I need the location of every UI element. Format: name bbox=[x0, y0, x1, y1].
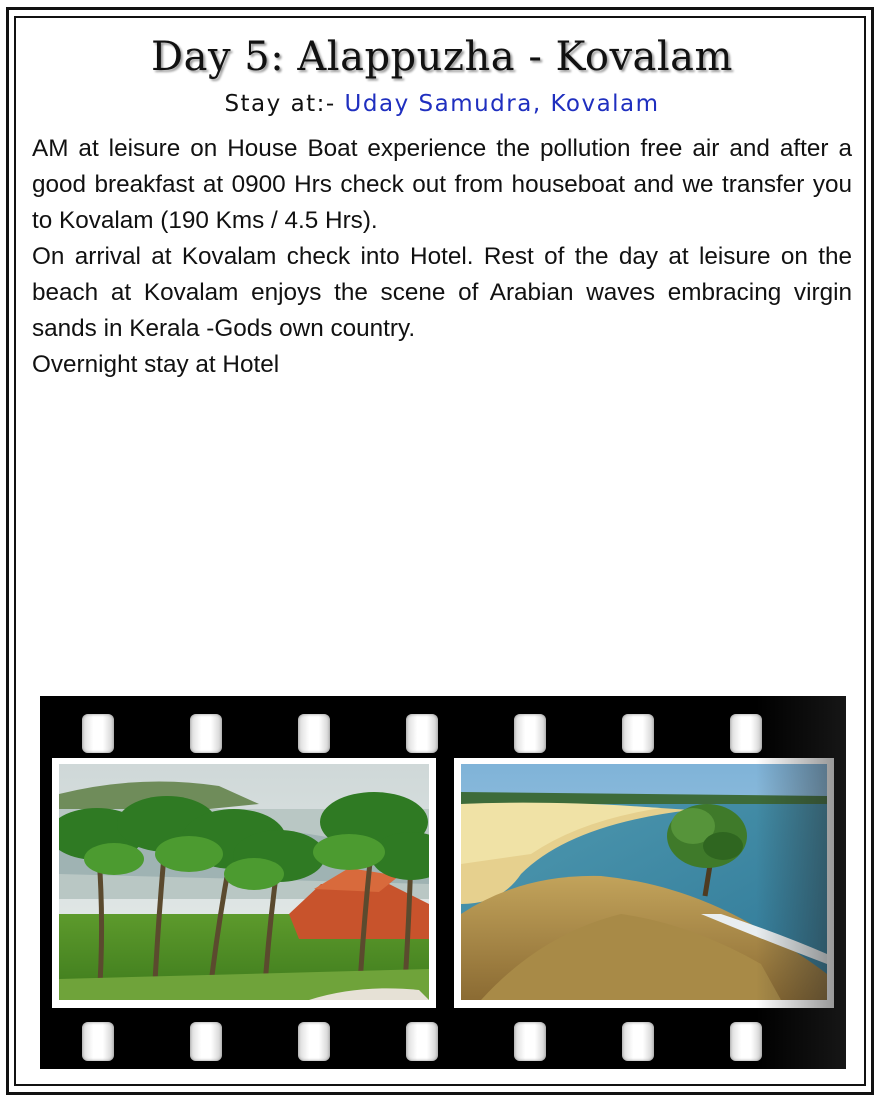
sprocket-hole bbox=[514, 714, 546, 753]
sprocket-hole bbox=[190, 1022, 222, 1061]
sprocket-hole bbox=[298, 1022, 330, 1061]
sprocket-hole bbox=[514, 1022, 546, 1061]
paragraph-arrival: On arrival at Kovalam check into Hotel. Rest of the day at leisure on the beach at Kovalam enjoys the scene of Arabian waves embracing virgin sands in Kerala -Gods own country. bbox=[32, 243, 852, 342]
sprocket-hole bbox=[82, 1022, 114, 1061]
sprocket-hole bbox=[406, 1022, 438, 1061]
sprocket-hole bbox=[622, 1022, 654, 1061]
photo-frame-left bbox=[52, 758, 436, 1008]
sprocket-hole bbox=[298, 714, 330, 753]
paragraph-overnight: Overnight stay at Hotel bbox=[32, 351, 280, 378]
stay-label: Stay at:- bbox=[224, 91, 345, 117]
stay-line bbox=[0, 91, 884, 117]
itinerary-description bbox=[32, 131, 852, 383]
kovalam-palms-image bbox=[59, 764, 429, 1000]
sprocket-hole bbox=[190, 714, 222, 753]
filmstrip-gallery bbox=[40, 696, 846, 1069]
kovalam-palms-photo bbox=[59, 764, 429, 1000]
page-title: Day 5: Alappuzha - Kovalam bbox=[151, 34, 733, 80]
hotel-name: Uday Samudra, Kovalam bbox=[344, 91, 660, 117]
filmstrip-fade bbox=[756, 696, 846, 1069]
paragraph-morning: AM at leisure on House Boat experience the pollution free air and after a good breakfast at 0900 Hrs check out from houseboat and we transfer you to Kovalam (190 Kms / 4.5 Hrs). bbox=[32, 135, 852, 234]
sprocket-hole bbox=[622, 714, 654, 753]
sprocket-hole bbox=[406, 714, 438, 753]
sprocket-hole bbox=[82, 714, 114, 753]
